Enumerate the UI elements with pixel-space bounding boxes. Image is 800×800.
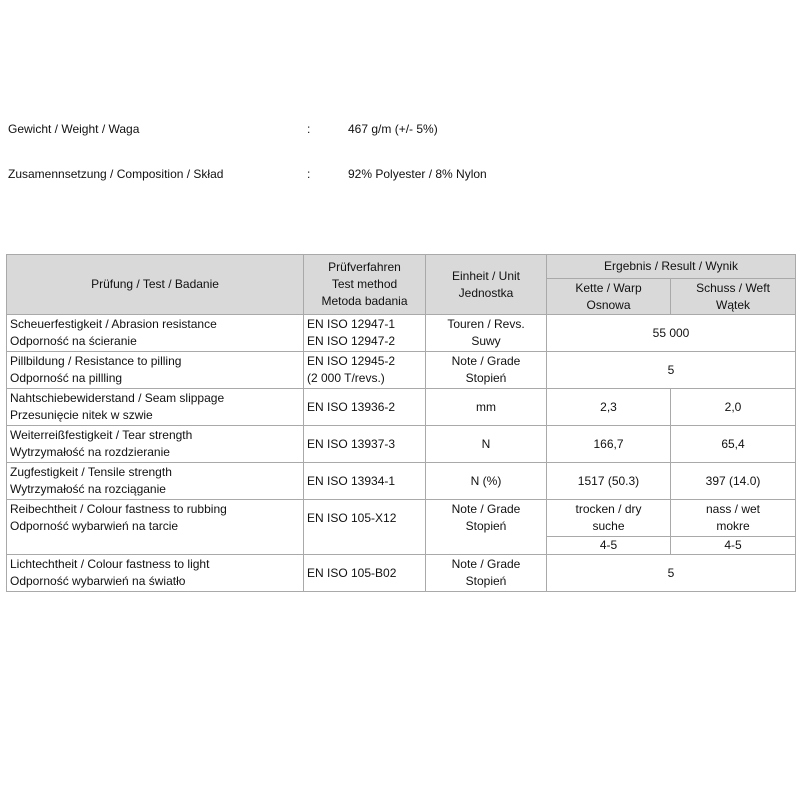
table-row-tensile-strength (7, 463, 796, 500)
unit-line: Note / Grade (451, 354, 521, 368)
weft-result-cell: 2,0 (671, 389, 796, 426)
unit-line: Note / Grade (451, 502, 521, 516)
header-warp-line: Osnowa (586, 297, 631, 312)
method-line: (2 000 T/revs.) (307, 371, 385, 385)
spec-composition-value: 92% Polyester / 8% Nylon (348, 167, 487, 181)
header-test: Prüfung / Test / Badanie (7, 255, 304, 315)
warp-result-cell: 1517 (50.3) (547, 463, 671, 500)
unit-cell: N (426, 426, 547, 463)
test-name: Lichtechtheit / Colour fastness to light (10, 557, 210, 571)
unit-cell: N (%) (426, 463, 547, 500)
warp-result-cell: 4-5 (547, 537, 671, 555)
warp-condition-line: trocken / dry (575, 502, 642, 516)
unit-line: Stopień (465, 371, 507, 385)
method-line: EN ISO 12947-1 (307, 317, 396, 331)
header-method (304, 255, 426, 315)
result-cell: 5 (547, 352, 796, 389)
method-line: EN ISO 12947-2 (307, 334, 396, 348)
method-cell: EN ISO 13936-2 (304, 389, 426, 426)
table-row-tear-strength (7, 426, 796, 463)
weft-result-cell: 65,4 (671, 426, 796, 463)
unit-line: Note / Grade (451, 557, 521, 571)
table-row-abrasion (7, 315, 796, 352)
unit-cell (426, 352, 547, 389)
header-unit (426, 255, 547, 315)
header-method-line: Metoda badania (321, 294, 408, 308)
test-name-cell (7, 426, 304, 463)
result-cell: 5 (547, 555, 796, 592)
unit-line: Stopień (465, 519, 507, 533)
method-cell (304, 315, 426, 352)
test-name-cell (7, 315, 304, 352)
header-unit-line: Jednostka (458, 285, 514, 300)
method-cell: EN ISO 13937-3 (304, 426, 426, 463)
header-unit-line: Einheit / Unit (451, 268, 521, 283)
weft-result-cell: 4-5 (671, 537, 796, 555)
header-weft (671, 279, 796, 315)
test-name: Odporność wybarwień na światło (10, 574, 186, 588)
test-name: Weiterreißfestigkeit / Tear strength (10, 428, 193, 442)
table-row-seam-slippage (7, 389, 796, 426)
warp-condition-cell (547, 500, 671, 537)
test-name: Pillbildung / Resistance to pilling (10, 354, 182, 368)
header-warp (547, 279, 671, 315)
method-cell: EN ISO 105-B02 (304, 555, 426, 592)
test-name: Odporność wybarwień na tarcie (10, 519, 179, 533)
unit-line: Stopień (465, 574, 507, 588)
warp-result-cell: 2,3 (547, 389, 671, 426)
header-method-line: Test method (331, 277, 398, 291)
test-name: Odporność na ścieranie (10, 334, 137, 348)
result-cell: 55 000 (547, 315, 796, 352)
method-cell (304, 352, 426, 389)
spec-composition-label: Zusamennsetzung / Composition / Skład (8, 167, 224, 181)
weft-condition-cell (671, 500, 796, 537)
test-name-cell (7, 352, 304, 389)
table-row-light-fastness (7, 555, 796, 592)
test-name: Zugfestigkeit / Tensile strength (10, 465, 172, 479)
test-name: Reibechtheit / Colour fastness to rubbing (10, 502, 227, 516)
spec-weight-value: 467 g/m (+/- 5%) (348, 122, 438, 136)
spec-weight-label: Gewicht / Weight / Waga (8, 122, 140, 136)
warp-condition-line: suche (592, 519, 625, 533)
test-name-cell (7, 389, 304, 426)
header-weft-line: Wątek (716, 297, 751, 312)
header-result: Ergebnis / Result / Wynik (547, 255, 796, 279)
test-name-cell (7, 500, 304, 555)
weft-condition-line: mokre (716, 519, 750, 533)
method-line: EN ISO 12945-2 (307, 354, 396, 368)
unit-cell (426, 555, 547, 592)
unit-cell (426, 500, 547, 555)
weft-condition-line: nass / wet (705, 502, 761, 516)
header-weft-line: Schuss / Weft (696, 280, 770, 295)
test-name-cell (7, 463, 304, 500)
test-name: Wytrzymałość na rozciąganie (10, 482, 166, 496)
header-method-line: Prüfverfahren (328, 260, 401, 274)
method-cell: EN ISO 13934-1 (304, 463, 426, 500)
spec-weight-separator: : (307, 122, 311, 136)
results-table (6, 254, 796, 592)
unit-line: Touren / Revs. (447, 317, 525, 331)
table-row-pilling (7, 352, 796, 389)
warp-result-cell: 166,7 (547, 426, 671, 463)
test-name: Scheuerfestigkeit / Abrasion resistance (10, 317, 217, 331)
header-warp-line: Kette / Warp (575, 280, 642, 295)
method-cell: EN ISO 105-X12 (304, 500, 426, 555)
spec-composition-separator: : (307, 167, 311, 181)
test-name-cell (7, 555, 304, 592)
weft-result-cell: 397 (14.0) (671, 463, 796, 500)
unit-line: Suwy (471, 334, 501, 348)
spec-composition-row (0, 167, 800, 183)
test-name: Przesunięcie nitek w szwie (10, 408, 153, 422)
spec-weight-row (0, 122, 800, 138)
test-name: Nahtschiebewiderstand / Seam slippage (10, 391, 225, 405)
unit-cell (426, 315, 547, 352)
test-name: Wytrzymałość na rozdzieranie (10, 445, 170, 459)
test-name: Odporność na pillling (10, 371, 123, 385)
table-row-rubbing (7, 500, 796, 537)
unit-cell: mm (426, 389, 547, 426)
